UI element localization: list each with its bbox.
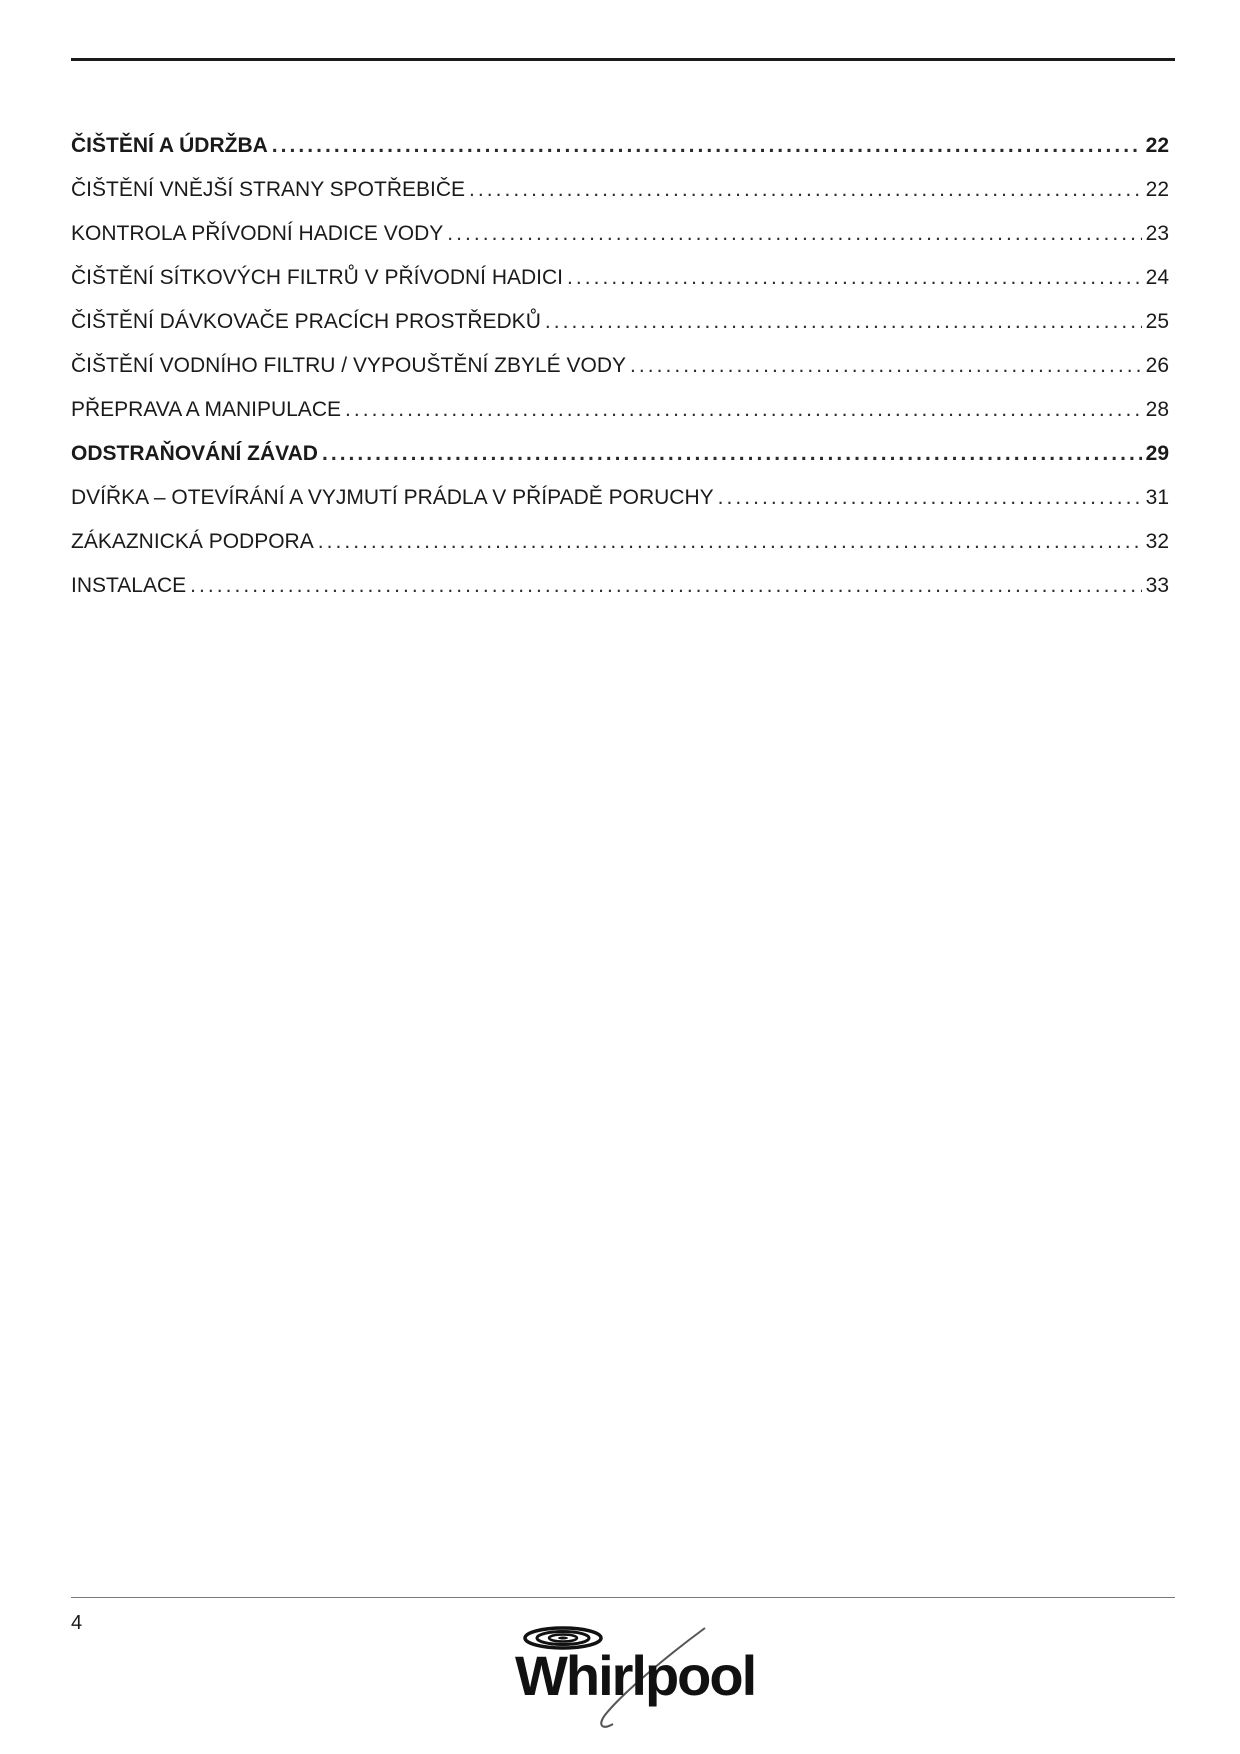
toc-entry[interactable]: [71, 476, 1169, 520]
toc-entry-title: ČIŠTĚNÍ VNĚJŠÍ STRANY SPOTŘEBIČE: [71, 178, 466, 201]
toc-entry-title: DVÍŘKA – OTEVÍRÁNÍ A VYJMUTÍ PRÁDLA V PŘÍPADĚ PORUCHY: [71, 486, 714, 509]
toc-entry[interactable]: [71, 520, 1169, 564]
toc-leader-dots: [718, 476, 1142, 520]
toc-entry[interactable]: [71, 168, 1169, 212]
toc-leader-dots: [318, 520, 1142, 564]
toc-entry[interactable]: [71, 212, 1169, 256]
toc-entry[interactable]: [71, 388, 1169, 432]
toc-entry[interactable]: [71, 564, 1169, 608]
toc-entry-page: 23: [1145, 222, 1169, 245]
page-number: 4: [71, 1612, 83, 1634]
toc-entry-page: 24: [1145, 266, 1169, 289]
toc-entry[interactable]: [71, 344, 1169, 388]
toc-entry[interactable]: [71, 256, 1169, 300]
toc-leader-dots: [345, 388, 1142, 432]
toc-entry-title: PŘEPRAVA A MANIPULACE: [71, 398, 341, 421]
bottom-divider: [71, 1597, 1175, 1598]
toc-entry-page: 26: [1145, 354, 1169, 377]
top-divider: [71, 58, 1175, 61]
toc-entry-page: 33: [1145, 574, 1169, 597]
table-of-contents: [71, 124, 1169, 608]
whirlpool-logo: [505, 1620, 755, 1732]
toc-entry[interactable]: [71, 432, 1169, 476]
toc-entry-page: 22: [1145, 178, 1169, 201]
toc-leader-dots: [630, 344, 1142, 388]
toc-leader-dots: [469, 168, 1142, 212]
toc-entry[interactable]: [71, 300, 1169, 344]
toc-entry-page: 25: [1145, 310, 1169, 333]
toc-entry-title: ČIŠTĚNÍ VODNÍHO FILTRU / VYPOUŠTĚNÍ ZBYLÉ VODY: [71, 354, 627, 377]
toc-leader-dots: [190, 564, 1141, 608]
toc-entry-page: 32: [1145, 530, 1169, 553]
toc-leader-dots: [545, 300, 1142, 344]
toc-entry-page: 29: [1145, 442, 1169, 465]
toc-entry-page: 28: [1145, 398, 1169, 421]
toc-entry-title: ZÁKAZNICKÁ PODPORA: [71, 530, 314, 553]
toc-entry-page: 22: [1145, 134, 1169, 157]
toc-entry[interactable]: [71, 124, 1169, 168]
toc-entry-title: ČIŠTĚNÍ A ÚDRŽBA: [71, 134, 268, 157]
logo-wordmark: Whirlpool: [515, 1644, 756, 1707]
toc-entry-title: ČIŠTĚNÍ SÍTKOVÝCH FILTRŮ V PŘÍVODNÍ HADICI: [71, 266, 564, 289]
toc-entry-title: ČIŠTĚNÍ DÁVKOVAČE PRACÍCH PROSTŘEDKŮ: [71, 310, 541, 333]
toc-entry-title: KONTROLA PŘÍVODNÍ HADICE VODY: [71, 222, 444, 245]
toc-entry-page: 31: [1145, 486, 1169, 509]
toc-leader-dots: [322, 432, 1142, 476]
toc-leader-dots: [447, 212, 1141, 256]
toc-leader-dots: [567, 256, 1142, 300]
toc-entry-title: INSTALACE: [71, 574, 187, 597]
toc-leader-dots: [272, 124, 1142, 168]
toc-entry-title: ODSTRAŇOVÁNÍ ZÁVAD: [71, 442, 318, 465]
